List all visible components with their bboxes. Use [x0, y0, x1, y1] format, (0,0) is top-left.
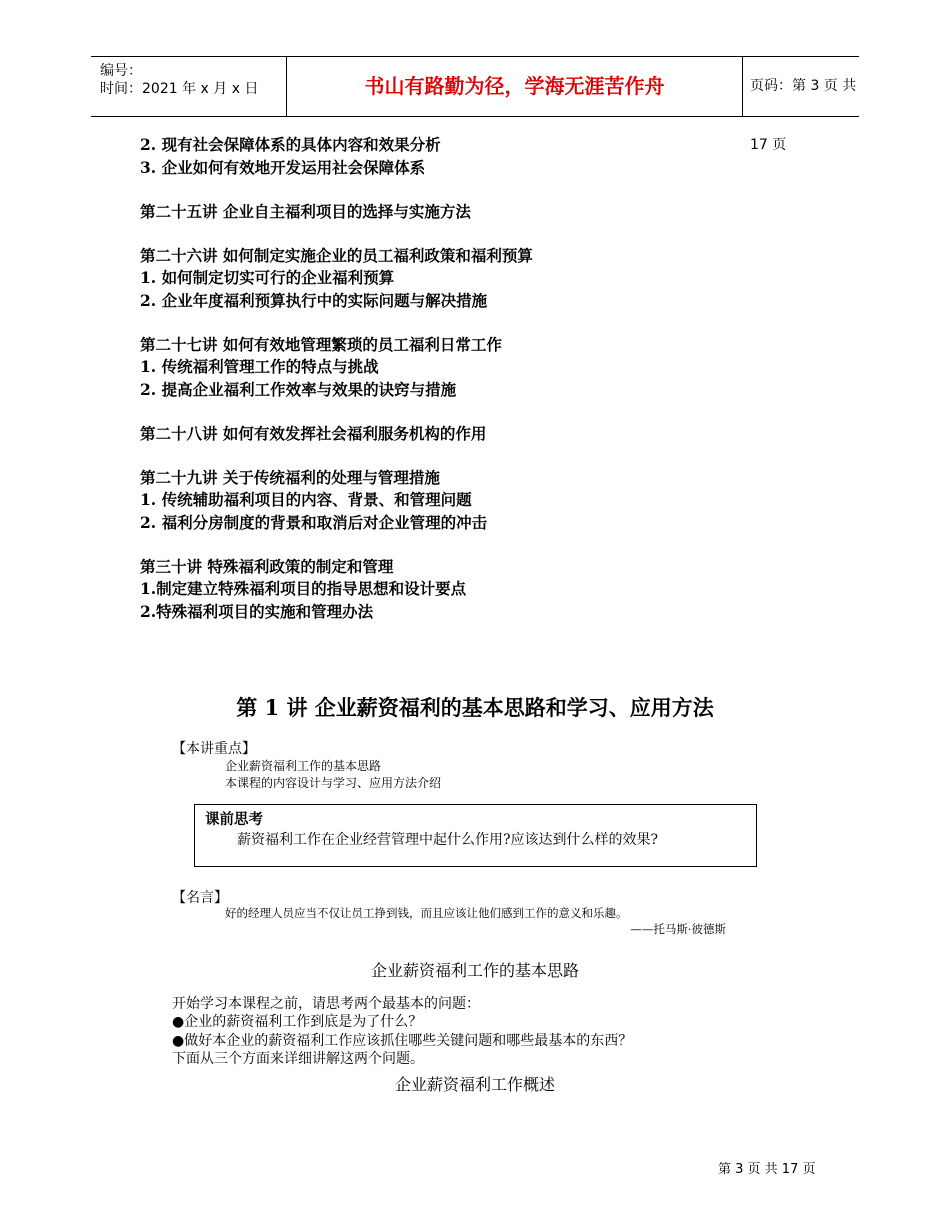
outline-lecture-heading: 第二十九讲 关于传统福利的处理与管理措施 — [140, 467, 440, 487]
outline-line: 1. 如何制定切实可行的企业福利预算 — [140, 268, 395, 287]
outline-lecture-heading: 第二十七讲 如何有效地管理繁琐的员工福利日常工作 — [140, 334, 502, 354]
outline-line: 2.特殊福利项目的实施和管理办法 — [140, 601, 374, 621]
outline-line: 1. 传统辅助福利项目的内容、背景、和管理问题 — [140, 490, 472, 509]
outline-gap — [140, 534, 840, 556]
body-line: ●企业的薪资福利工作到底是为了什么？ — [172, 1014, 423, 1031]
outline-lecture-heading: 第二十八讲 如何有效发挥社会福利服务机构的作用 — [140, 423, 487, 443]
outline-gap — [140, 401, 840, 423]
think-question: 薪资福利工作在企业经营管理中起什么作用?应该达到什么样的效果? — [237, 832, 659, 848]
quote-label: 【名言】 — [172, 890, 228, 906]
outline-line: 2. 企业年度福利预算执行中的实际问题与解决措施 — [140, 290, 488, 310]
outline-line: 1.制定建立特殊福利项目的指导思想和设计要点 — [140, 579, 467, 598]
body-text — [172, 995, 632, 1068]
focus-item: 企业薪资福利工作的基本思路 — [225, 759, 382, 773]
header-page-number: 页码：第 3 页 共 17 页 — [750, 78, 857, 153]
quote-text: 好的经理人员应当不仅让员工挣到钱，而且应该让他们感到工作的意义和乐趣。 — [225, 906, 628, 920]
outline-lecture-heading: 第三十讲 特殊福利政策的制定和管理 — [140, 556, 394, 576]
header-motto: 书山有路勤为径，学海无涯苦作舟 — [286, 57, 743, 116]
outline-line: 2. 提高企业福利工作效率与效果的诀窍与措施 — [140, 379, 457, 399]
lecture-title: 第 1 讲 企业薪资福利的基本思路和学习、应用方法 — [236, 695, 714, 720]
document-date: 时间：2021 年 x 月 x 日 — [100, 81, 259, 97]
outline-gap — [140, 445, 840, 467]
outline-line: 2. 现有社会保障体系的具体内容和效果分析 — [140, 135, 441, 154]
pre-class-thinking-box — [194, 804, 757, 867]
body-line: 开始学习本课程之前，请思考两个最基本的问题： — [172, 996, 480, 1012]
document-number: 编号： — [100, 63, 142, 79]
header-info — [91, 57, 286, 116]
outline-gap — [140, 223, 840, 245]
body-line: 下面从三个方面来详细讲解这两个问题。 — [172, 1050, 424, 1067]
outline-line: 3. 企业如何有效地开发运用社会保障体系 — [140, 157, 426, 177]
outline-gap — [140, 179, 840, 201]
think-label: 课前思考 — [205, 812, 263, 828]
focus-item: 本课程的内容设计与学习、应用方法介绍 — [225, 776, 442, 790]
body-line: ●做好本企业的薪资福利工作应该抓住哪些关键问题和哪些最基本的东西？ — [172, 1032, 633, 1049]
section-heading: 企业薪资福利工作的基本思路 — [370, 961, 579, 980]
focus-label: 【本讲重点】 — [172, 741, 256, 757]
outline-line: 1. 传统福利管理工作的特点与挑战 — [140, 357, 379, 376]
section-heading: 企业薪资福利工作概述 — [394, 1075, 555, 1094]
outline-gap — [140, 312, 840, 334]
outline-line: 2. 福利分房制度的背景和取消后对企业管理的冲击 — [140, 512, 488, 532]
outline-lecture-heading: 第二十五讲 企业自主福利项目的选择与实施方法 — [140, 201, 471, 221]
course-outline — [140, 134, 840, 623]
quote-author: ——托马斯·彼德斯 — [630, 922, 726, 936]
page-footer: 第 3 页 共 17 页 — [718, 1162, 816, 1177]
outline-lecture-heading: 第二十六讲 如何制定实施企业的员工福利政策和福利预算 — [140, 245, 533, 265]
